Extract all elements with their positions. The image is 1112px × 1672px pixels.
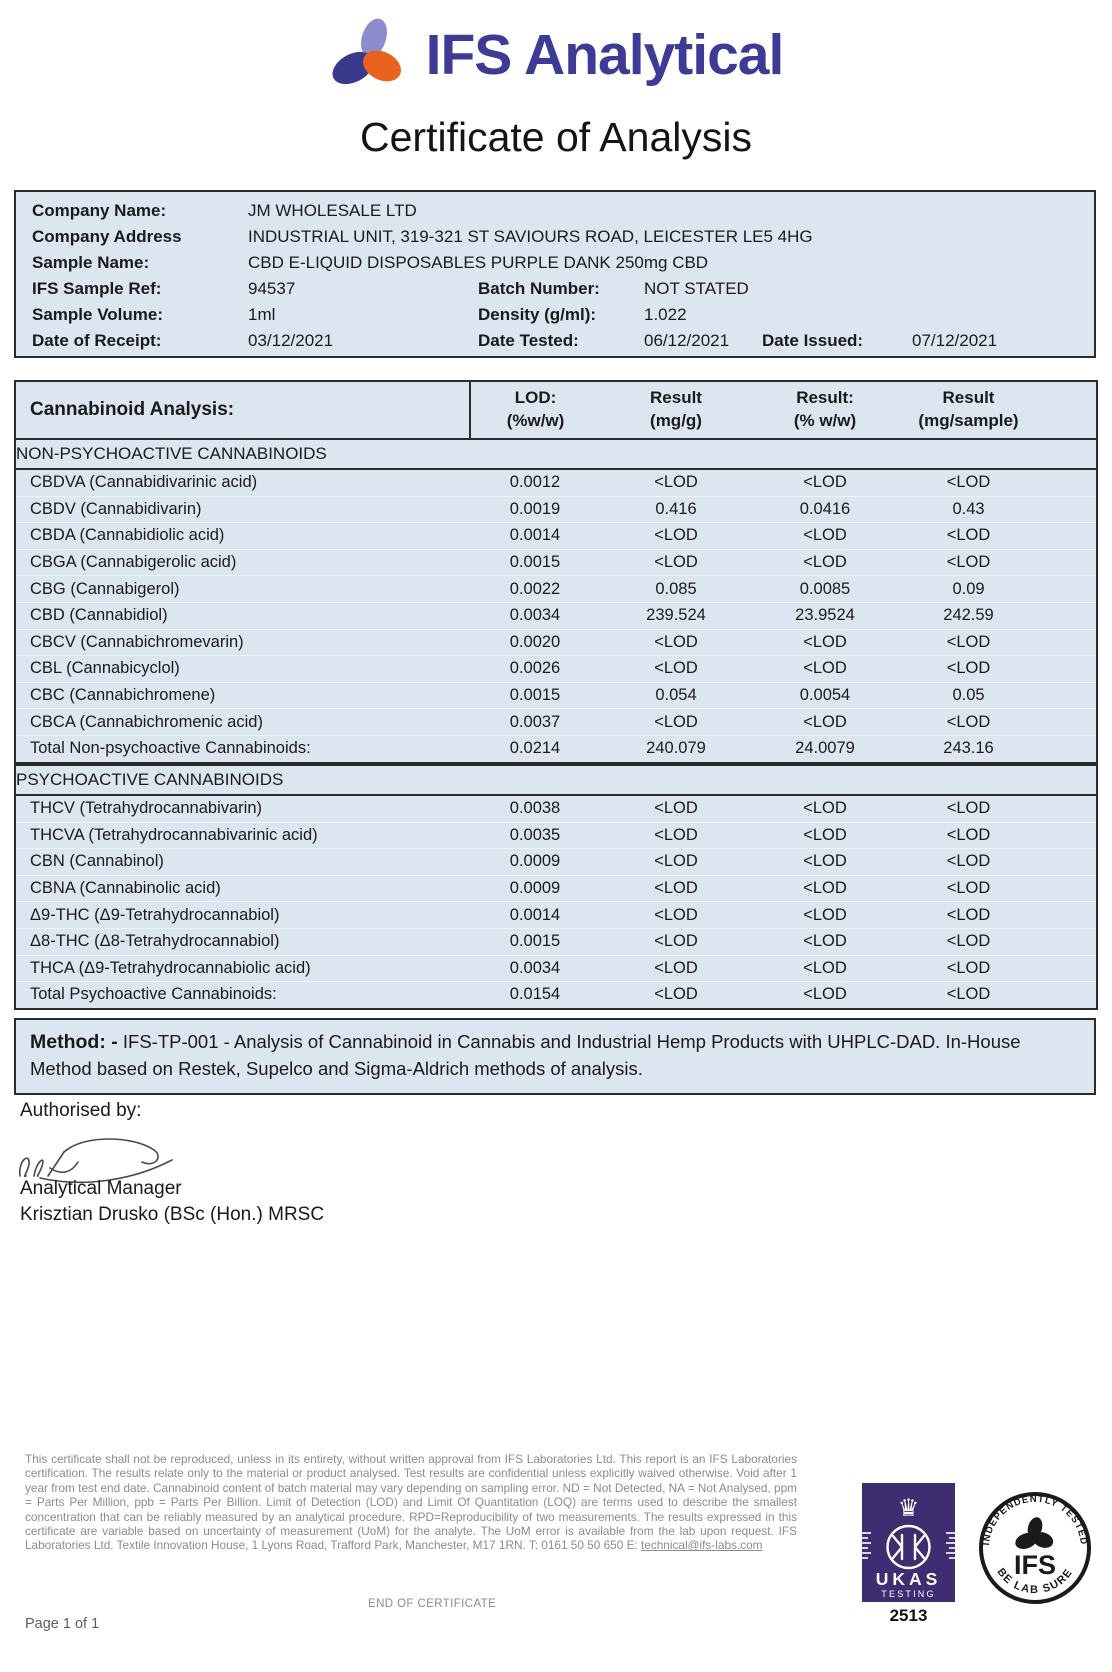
result-mg-g: <LOD xyxy=(600,656,752,683)
spacer-cell xyxy=(1039,576,1097,603)
total-label: Total Non-psychoactive Cannabinoids: xyxy=(30,739,311,758)
date-receipt-value: 03/12/2021 xyxy=(248,331,334,350)
result-mg-g: <LOD xyxy=(600,709,752,736)
result-pct-ww: 23.9524 xyxy=(752,602,898,629)
result-pct-ww: <LOD xyxy=(752,795,898,822)
sample-info-table xyxy=(14,190,1096,358)
table-row xyxy=(15,795,1097,822)
date-issued-label: Date Issued: xyxy=(762,331,864,350)
company-address-value: INDUSTRIAL UNIT, 319-321 ST SAVIOURS ROAD, LEICESTER LE5 4HG xyxy=(248,227,813,246)
psychoactive-table xyxy=(14,764,1098,1010)
section-title: NON-PSYCHOACTIVE CANNABINOIDS xyxy=(15,439,1097,469)
sample-volume-label: Sample Volume: xyxy=(32,305,163,324)
result-mg-sample: <LOD xyxy=(898,656,1039,683)
result-pct-ww: <LOD xyxy=(752,822,898,849)
spacer-cell xyxy=(1039,982,1097,1009)
result-mg-sample: <LOD xyxy=(898,549,1039,576)
lod-value: 0.0026 xyxy=(470,656,600,683)
end-of-certificate-text: END OF CERTIFICATE xyxy=(368,1598,497,1610)
result-mg-sample: 0.05 xyxy=(898,682,1039,709)
result-mg-sample: <LOD xyxy=(898,629,1039,656)
method-box xyxy=(14,1018,1096,1095)
lod-value: 0.0038 xyxy=(470,795,600,822)
section-header-row xyxy=(15,765,1097,795)
authoriser-role: Analytical Manager xyxy=(20,1178,182,1199)
spacer-cell xyxy=(1039,795,1097,822)
table-row xyxy=(15,576,1097,603)
analyte-name: CBDV (Cannabidivarin) xyxy=(15,496,470,523)
table-row xyxy=(15,682,1097,709)
lod-value: 0.0034 xyxy=(470,602,600,629)
info-row xyxy=(16,328,1094,354)
ukas-accreditation-number: 2513 xyxy=(889,1606,928,1625)
result-mg-g: <LOD xyxy=(600,955,752,982)
ukas-text: UKAS xyxy=(875,1569,942,1589)
sample-volume-value: 1ml xyxy=(248,305,276,324)
col-header-result-mg-g: Result (mg/g) xyxy=(600,381,752,439)
analyte-name: CBG (Cannabigerol) xyxy=(15,576,470,603)
spacer-cell xyxy=(1039,849,1097,876)
analyte-name: THCV (Tetrahydrocannabivarin) xyxy=(15,795,470,822)
company-address-label: Company Address xyxy=(32,227,182,246)
ifs-be-lab-sure-stamp xyxy=(977,1490,1093,1606)
info-row xyxy=(16,302,1094,328)
ukas-testing-logo xyxy=(862,1483,955,1602)
lod-value: 0.0019 xyxy=(470,496,600,523)
result-mg-sample: <LOD xyxy=(898,849,1039,876)
analyte-name: THCVA (Tetrahydrocannabivarinic acid) xyxy=(15,822,470,849)
result-mg-g: <LOD xyxy=(600,523,752,550)
batch-number-label: Batch Number: xyxy=(478,279,600,298)
total-row: Total Psychoactive Cannabinoids: 0.0154 <LOD <LOD <LOD xyxy=(15,982,1097,1009)
table-row xyxy=(15,602,1097,629)
table-row xyxy=(15,656,1097,683)
analyte-name: CBL (Cannabicyclol) xyxy=(15,656,470,683)
table-row xyxy=(15,549,1097,576)
info-row xyxy=(16,250,1094,276)
lod-value: 0.0015 xyxy=(470,928,600,955)
table-row xyxy=(15,709,1097,736)
technical-email-link[interactable]: technical@ifs-labs.com xyxy=(641,1538,763,1553)
total-row: Total Non-psychoactive Cannabinoids: 0.0214 240.079 24.0079 243.16 xyxy=(15,735,1097,762)
brand-name: IFS Analytical xyxy=(425,23,784,87)
result-pct-ww: <LOD xyxy=(752,902,898,929)
lod-value: 0.0012 xyxy=(470,469,600,496)
ifs-cloverleaf-logo-icon xyxy=(329,16,414,94)
non-psychoactive-table xyxy=(14,380,1098,764)
result-mg-sample: 0.43 xyxy=(898,496,1039,523)
lod-value: 0.0015 xyxy=(470,549,600,576)
analyte-name: CBGA (Cannabigerolic acid) xyxy=(15,549,470,576)
result-mg-sample: <LOD xyxy=(898,709,1039,736)
lod-value: 0.0022 xyxy=(470,576,600,603)
result-mg-g: <LOD xyxy=(600,849,752,876)
spacer-cell xyxy=(1039,709,1097,736)
result-mg-sample: 0.09 xyxy=(898,576,1039,603)
stamp-ifs-text: IFS xyxy=(1013,1550,1057,1580)
result-mg-g: <LOD xyxy=(600,629,752,656)
result-mg-sample: <LOD xyxy=(898,902,1039,929)
page-title: Certificate of Analysis xyxy=(360,114,752,160)
analyte-name: THCA (Δ9-Tetrahydrocannabiolic acid) xyxy=(15,955,470,982)
density-value: 1.022 xyxy=(644,305,687,324)
spacer-cell xyxy=(1039,496,1097,523)
result-pct-ww: <LOD xyxy=(752,928,898,955)
result-mg-sample: <LOD xyxy=(898,875,1039,902)
date-tested-label: Date Tested: xyxy=(478,331,579,350)
result-mg-g: <LOD xyxy=(600,902,752,929)
section-header-row xyxy=(15,439,1097,469)
analyte-name: CBC (Cannabichromene) xyxy=(15,682,470,709)
spacer-cell xyxy=(1039,549,1097,576)
spacer-cell xyxy=(1039,822,1097,849)
result-pct-ww: <LOD xyxy=(752,709,898,736)
result-mg-g: 0.416 xyxy=(600,496,752,523)
authorised-by-heading: Authorised by: xyxy=(20,1100,142,1121)
col-header-lod: LOD: (%w/w) xyxy=(470,381,600,439)
spacer-cell xyxy=(1039,875,1097,902)
sample-name-label: Sample Name: xyxy=(32,253,150,272)
spacer-cell xyxy=(1039,629,1097,656)
spacer-cell xyxy=(1039,928,1097,955)
analyte-name: CBD (Cannabidiol) xyxy=(15,602,470,629)
table-row xyxy=(15,849,1097,876)
result-pct-ww: <LOD xyxy=(752,955,898,982)
result-pct-ww: <LOD xyxy=(752,656,898,683)
result-mg-g: 0.054 xyxy=(600,682,752,709)
result-pct-ww: <LOD xyxy=(752,523,898,550)
result-mg-g: <LOD xyxy=(600,875,752,902)
analysis-header-row xyxy=(15,381,1097,439)
lod-value: 0.0035 xyxy=(470,822,600,849)
result-pct-ww: <LOD xyxy=(752,875,898,902)
brand-header xyxy=(0,16,1112,94)
result-mg-g: <LOD xyxy=(600,469,752,496)
table-row xyxy=(15,629,1097,656)
lod-value: 0.0009 xyxy=(470,875,600,902)
info-row xyxy=(16,276,1094,302)
stamp-top-text: INDEPENDENTLY TESTED xyxy=(981,1493,1090,1546)
result-pct-ww: <LOD xyxy=(752,849,898,876)
spacer-cell xyxy=(1039,735,1097,762)
table-row xyxy=(15,523,1097,550)
result-mg-g: 0.085 xyxy=(600,576,752,603)
table-row xyxy=(15,902,1097,929)
section-title: PSYCHOACTIVE CANNABINOIDS xyxy=(15,765,1097,795)
result-mg-g: <LOD xyxy=(600,795,752,822)
analyte-name: CBDVA (Cannabidivarinic acid) xyxy=(15,469,470,496)
legal-disclaimer: This certificate shall not be reproduced, unless in its entirety, without written approval from IFS Laboratories Ltd. This report is an IFS Laboratories certification. The results relate only to the material or product analysed. Test results are confidential unless explicitly waived otherwise. Void after 1 year from test end date. Cannabinoid content of batch material may vary depending on sampling error. ND = Not Detected, NA = Not Analysed, ppm = Parts Per Million, ppb = Parts Per Billion. Limit of Detection (LOD) and Limit Of Quantitation (LOQ) are terms used to describe the smallest concentration that can be reliably measured by an analytical procedure. RPD=Reproducibility of two measurements. The results expressed in this certificate are variable based on uncertainty of measurement (UoM) for the analyte. The UoM error is available from the lab upon request. IFS Laboratories Ltd. Textile Innovation House, 1 Lyons Road, Trafford Park, Manchester, M17 1RN. T: 0161 50 50 650 E: technical@ifs-labs.com xyxy=(25,1452,797,1553)
result-mg-sample: <LOD xyxy=(898,928,1039,955)
result-pct-ww: 0.0416 xyxy=(752,496,898,523)
spacer-cell xyxy=(1039,523,1097,550)
stamp-bottom-text: BE LAB SURE xyxy=(994,1566,1076,1597)
table-row xyxy=(15,955,1097,982)
analyte-name: CBCV (Cannabichromevarin) xyxy=(15,629,470,656)
lod-value: 0.0014 xyxy=(470,902,600,929)
result-mg-sample: 242.59 xyxy=(898,602,1039,629)
spacer-cell xyxy=(1039,656,1097,683)
col-header-result-pct: Result: (% w/w) xyxy=(752,381,898,439)
table-row xyxy=(15,875,1097,902)
lod-value: 0.0015 xyxy=(470,682,600,709)
spacer-cell xyxy=(1039,469,1097,496)
lod-value: 0.0020 xyxy=(470,629,600,656)
analyte-name: CBDA (Cannabidiolic acid) xyxy=(15,523,470,550)
spacer-cell xyxy=(1039,902,1097,929)
spacer-cell xyxy=(1039,602,1097,629)
date-issued-value: 07/12/2021 xyxy=(912,331,998,350)
info-row xyxy=(16,224,1094,250)
info-row xyxy=(16,198,1094,224)
lod-value: 0.0009 xyxy=(470,849,600,876)
result-mg-g: 239.524 xyxy=(600,602,752,629)
company-name-value: JM WHOLESALE LTD xyxy=(248,201,417,220)
date-receipt-label: Date of Receipt: xyxy=(32,331,162,350)
result-mg-sample: <LOD xyxy=(898,822,1039,849)
result-pct-ww: 0.0085 xyxy=(752,576,898,603)
method-label: Method: - xyxy=(30,1031,118,1053)
page-number: Page 1 of 1 xyxy=(25,1616,100,1632)
result-pct-ww: <LOD xyxy=(752,549,898,576)
method-text: IFS-TP-001 - Analysis of Cannabinoid in Cannabis and Industrial Hemp Products with UHPLC-DAD. In-House Method based on Restek, Supelco and Sigma-Aldrich methods of analysis. xyxy=(30,1031,1021,1080)
result-mg-g: <LOD xyxy=(600,549,752,576)
spacer-cell xyxy=(1039,381,1097,439)
result-pct-ww: 0.0054 xyxy=(752,682,898,709)
sample-name-value: CBD E-LIQUID DISPOSABLES PURPLE DANK 250mg CBD xyxy=(248,253,709,272)
sample-ref-label: IFS Sample Ref: xyxy=(32,279,162,298)
date-tested-value: 06/12/2021 xyxy=(644,331,730,350)
analysis-title: Cannabinoid Analysis: xyxy=(15,381,470,439)
result-mg-sample: <LOD xyxy=(898,469,1039,496)
total-label: Total Psychoactive Cannabinoids: xyxy=(30,985,277,1004)
table-row xyxy=(15,496,1097,523)
table-row xyxy=(15,469,1097,496)
company-name-label: Company Name: xyxy=(32,201,167,220)
col-header-result-mg-sample: Result (mg/sample) xyxy=(898,381,1039,439)
crown-icon: ♛ xyxy=(897,1495,920,1522)
lod-value: 0.0014 xyxy=(470,523,600,550)
authoriser-name: Krisztian Drusko (BSc (Hon.) MRSC xyxy=(20,1204,325,1225)
result-mg-sample: <LOD xyxy=(898,795,1039,822)
result-mg-g: <LOD xyxy=(600,822,752,849)
table-row xyxy=(15,822,1097,849)
spacer-cell xyxy=(1039,955,1097,982)
lod-value: 0.0034 xyxy=(470,955,600,982)
analyte-name: CBCA (Cannabichromenic acid) xyxy=(15,709,470,736)
table-row xyxy=(15,928,1097,955)
ukas-testing-text: TESTING xyxy=(881,1589,936,1599)
result-pct-ww: <LOD xyxy=(752,629,898,656)
sample-ref-value: 94537 xyxy=(248,279,296,298)
result-mg-sample: <LOD xyxy=(898,955,1039,982)
density-label: Density (g/ml): xyxy=(478,305,597,324)
spacer-cell xyxy=(1039,682,1097,709)
lod-value: 0.0037 xyxy=(470,709,600,736)
result-pct-ww: <LOD xyxy=(752,469,898,496)
result-mg-g: <LOD xyxy=(600,928,752,955)
analyte-name: Δ8-THC (Δ8-Tetrahydrocannabiol) xyxy=(15,928,470,955)
analyte-name: Δ9-THC (Δ9-Tetrahydrocannabiol) xyxy=(15,902,470,929)
analyte-name: CBNA (Cannabinolic acid) xyxy=(15,875,470,902)
analyte-name: CBN (Cannabinol) xyxy=(15,849,470,876)
batch-number-value: NOT STATED xyxy=(644,279,749,298)
result-mg-sample: <LOD xyxy=(898,523,1039,550)
